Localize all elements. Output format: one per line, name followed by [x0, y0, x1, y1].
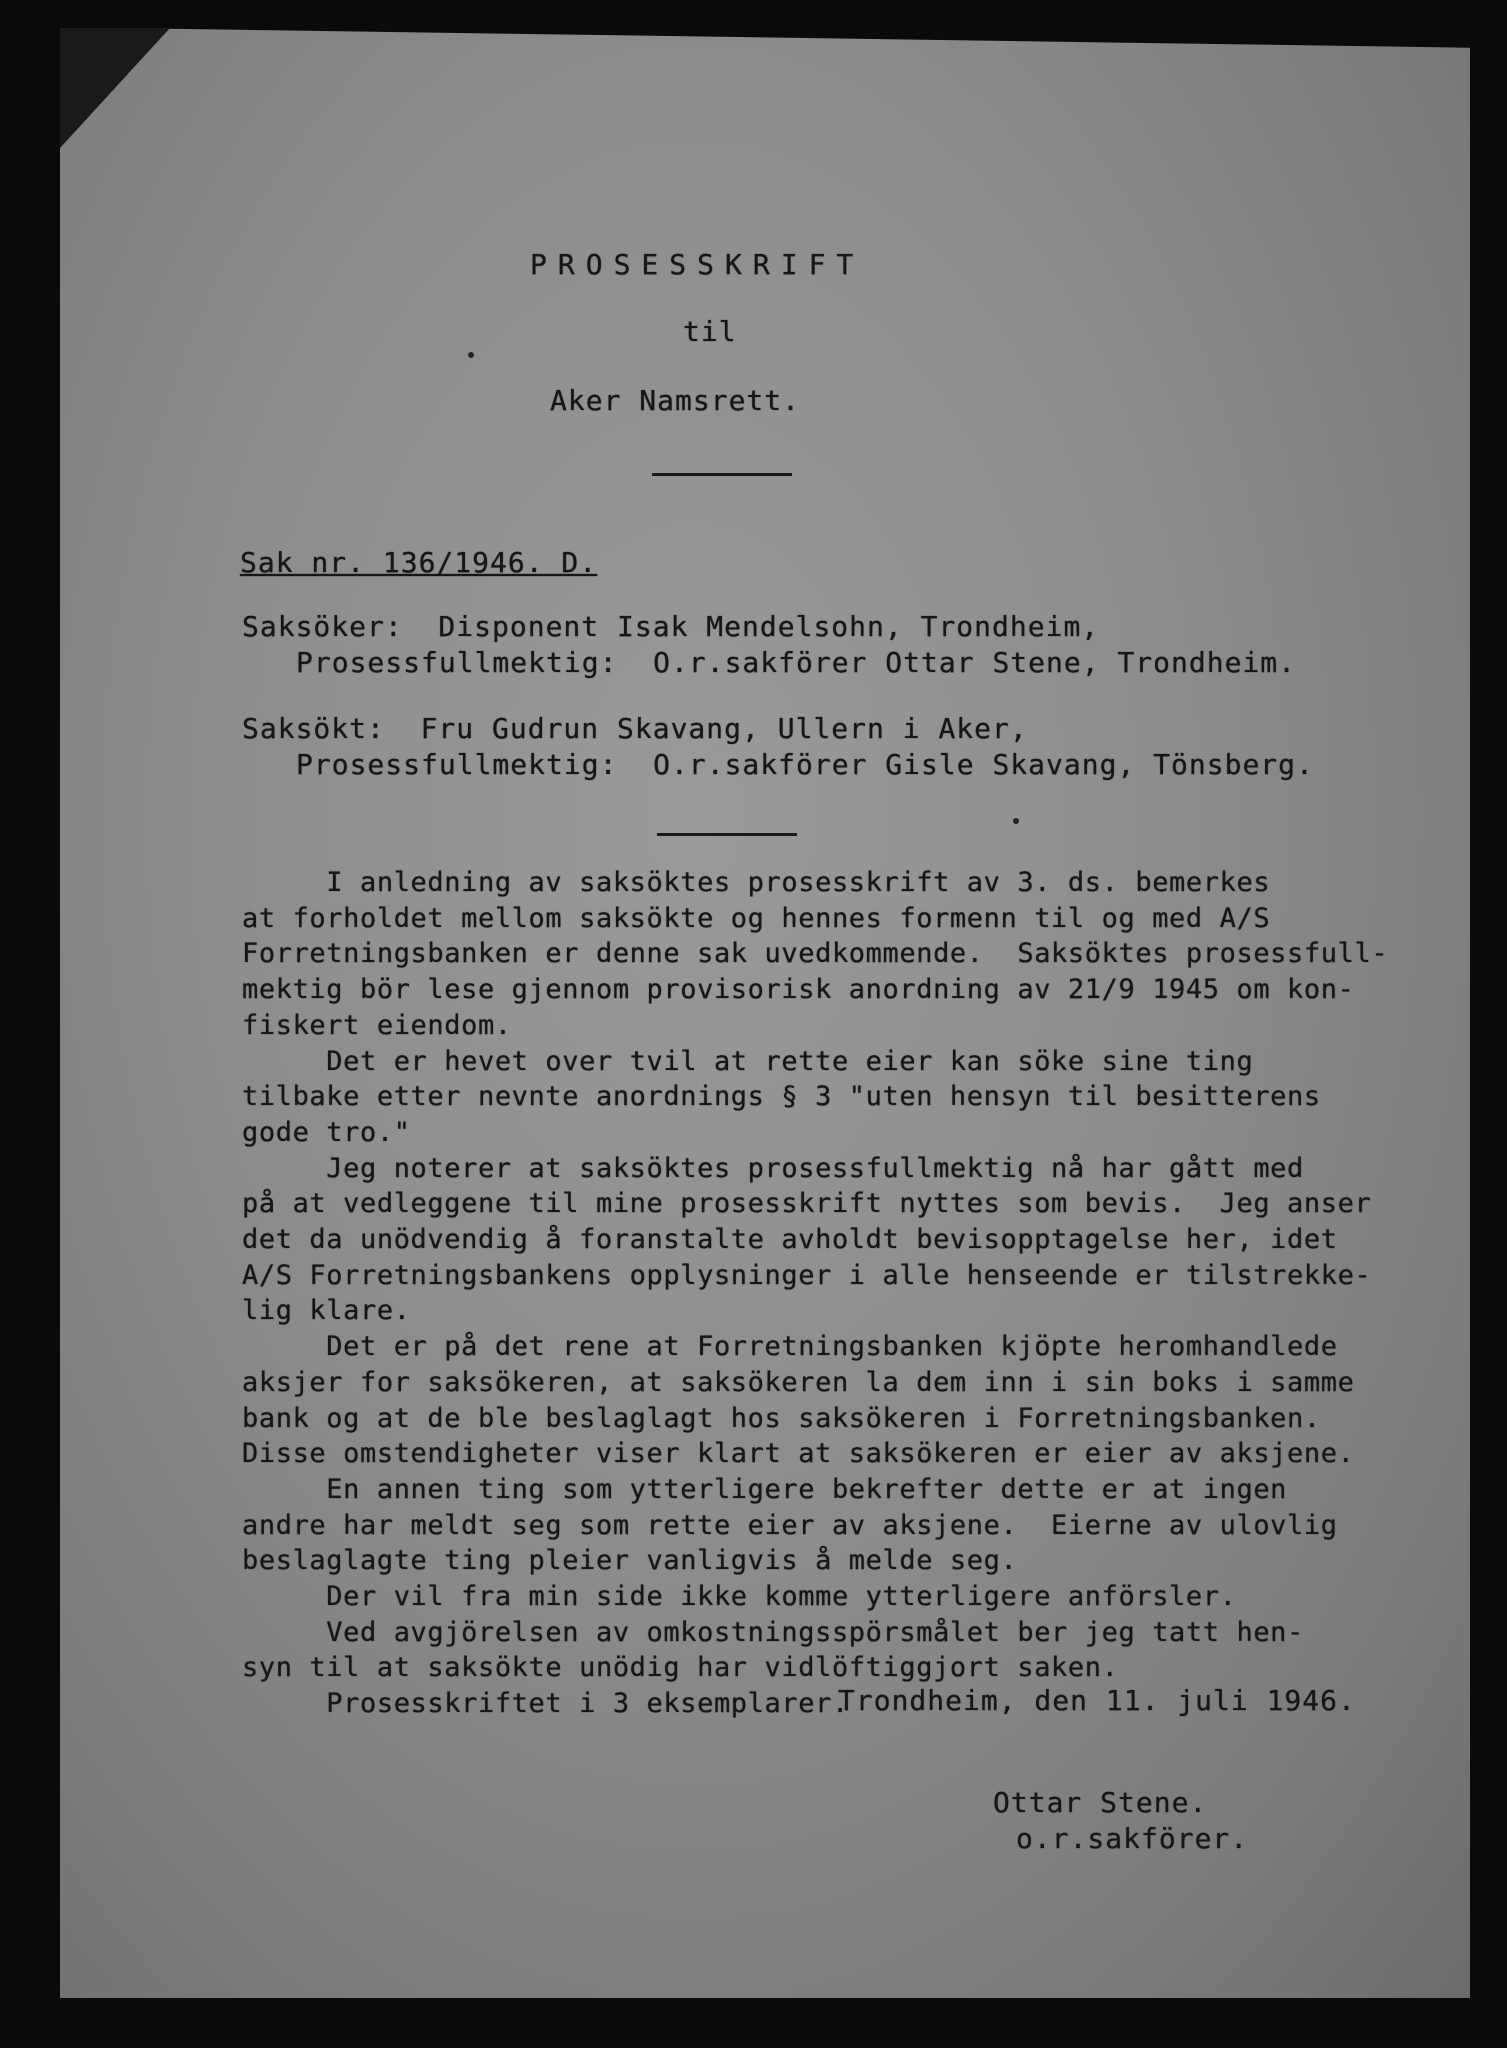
body-line: En annen ting som ytterligere bekrefter dette er at ingen — [242, 1473, 1288, 1505]
ink-speck — [468, 352, 474, 358]
body-line: aksjer for saksökeren, at saksökeren la dem inn i sin boks i samme — [242, 1366, 1355, 1398]
body-text — [242, 865, 1388, 1722]
case-number: Sak nr. 136/1946. D. — [240, 546, 598, 579]
body-line: gode tro." — [242, 1116, 411, 1148]
body-line: Det er på det rene at Forretningsbanken kjöpte heromhandlede — [242, 1331, 1338, 1363]
body-line: andre har meldt seg som rette eier av aksjene. Eierne av ulovlig — [242, 1509, 1338, 1541]
body-line: Jeg noterer at saksöktes prosessfullmektig nå har gått med — [242, 1152, 1304, 1184]
body-line: Der vil fra min side ikke komme ytterligere anförsler. — [242, 1581, 1237, 1613]
body-line: Disse omstendigheter viser klart at saksökeren er eier av aksjene. — [242, 1438, 1355, 1470]
body-line: Prosesskriftet i 3 eksemplarer. — [242, 1688, 849, 1720]
place-date: Trondheim, den 11. juli 1946. — [838, 1684, 1356, 1717]
ink-speck — [1013, 818, 1019, 824]
signature-name: Ottar Stene. — [993, 1786, 1208, 1819]
body-line: det da unödvendig å foranstalte avholdt bevisopptagelse her, idet — [242, 1224, 1338, 1256]
body-line: Forretningsbanken er denne sak uvedkommende. Saksöktes prosessfull- — [242, 938, 1389, 970]
body-line: på at vedleggene til mine prosesskrift nyttes som bevis. Jeg anser — [242, 1188, 1372, 1220]
body-line: fiskert eiendom. — [242, 1009, 512, 1041]
defendant-line: Saksökt: Fru Gudrun Skavang, Ullern i Aker, — [242, 712, 1028, 745]
document-subtitle: til — [683, 315, 737, 348]
body-line: beslaglagte ting pleier vanligvis å melde seg. — [242, 1545, 1018, 1577]
divider-top — [652, 473, 792, 476]
divider-bottom — [657, 833, 797, 836]
body-line: tilbake etter nevnte anordnings § 3 "uten hensyn til besitterens — [242, 1081, 1321, 1113]
body-line: mektig bör lese gjennom provisorisk anordning av 21/9 1945 om kon- — [242, 974, 1355, 1006]
plaintiff-representative: Prosessfullmektig: O.r.sakförer Ottar Stene, Trondheim. — [296, 646, 1297, 679]
plaintiff-line: Saksöker: Disponent Isak Mendelsohn, Trondheim, — [242, 610, 1100, 643]
body-line: lig klare. — [242, 1295, 411, 1327]
body-line: bank og at de ble beslaglagt hos saksökeren i Forretningsbanken. — [242, 1402, 1321, 1434]
court-name: Aker Namsrett. — [550, 384, 801, 417]
body-line: Ved avgjörelsen av omkostningsspörsmålet ber jeg tatt hen- — [242, 1616, 1304, 1648]
document-title: PROSESSKRIFT — [530, 248, 865, 281]
body-line: I anledning av saksöktes prosesskrift av 3. ds. bemerkes — [242, 867, 1271, 898]
body-line: syn til at saksökte unödig har vidlöftiggjort saken. — [242, 1652, 1119, 1684]
defendant-representative: Prosessfullmektig: O.r.sakförer Gisle Skavang, Tönsberg. — [296, 748, 1314, 781]
body-line: at forholdet mellom saksökte og hennes formenn til og med A/S — [242, 902, 1271, 934]
signature-title: o.r.sakförer. — [1016, 1822, 1249, 1855]
body-line: Det er hevet over tvil at rette eier kan söke sine ting — [242, 1045, 1254, 1077]
body-line: A/S Forretningsbankens opplysninger i alle henseende er tilstrekke- — [242, 1259, 1372, 1291]
